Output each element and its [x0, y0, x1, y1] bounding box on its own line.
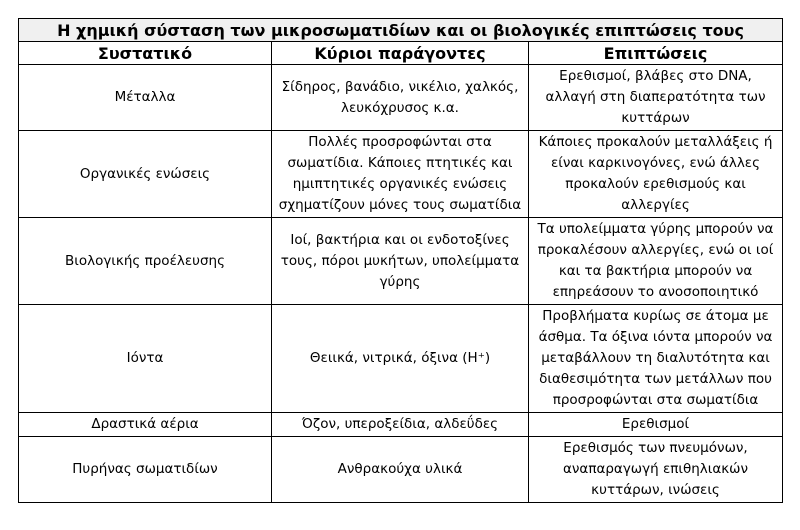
table-row — [19, 305, 783, 413]
cell-factors: Θειικά, νιτρικά, όξινα (H⁺) — [272, 305, 529, 413]
cell-effects: Ερεθισμός των πνευμόνων, αναπαραγωγή επιθηλιακών κυττάρων, ινώσεις — [529, 437, 783, 503]
cell-factors: Όζον, υπεροξείδια, αλδεΰδες — [272, 413, 529, 437]
cell-component: Πυρήνας σωματιδίων — [19, 437, 272, 503]
header-factors: Κύριοι παράγοντες — [272, 42, 529, 65]
header-component: Συστατικό — [19, 42, 272, 65]
composition-table — [18, 18, 783, 503]
cell-component: Δραστικά αέρια — [19, 413, 272, 437]
cell-effects: Προβλήματα κυρίως σε άτομα με άσθμα. Τα όξινα ιόντα μπορούν να μεταβάλλουν τη διαλυτότητα και διαθεσιμότητα των μετάλλων που προσροφώνται στα σωματίδια — [529, 305, 783, 413]
cell-factors: Σίδηρος, βανάδιο, νικέλιο, χαλκός, λευκόχρυσος κ.α. — [272, 65, 529, 131]
header-effects: Επιπτώσεις — [529, 42, 783, 65]
table-row — [19, 437, 783, 503]
table-row — [19, 131, 783, 218]
table-title: Η χημική σύσταση των μικροσωματιδίων και οι βιολογικές επιπτώσεις τους — [19, 19, 783, 42]
table-title-row — [19, 19, 783, 42]
table-row — [19, 413, 783, 437]
cell-factors: Ανθρακούχα υλικά — [272, 437, 529, 503]
cell-effects: Ερεθισμοί, βλάβες στο DNA, αλλαγή στη διαπερατότητα των κυττάρων — [529, 65, 783, 131]
cell-component: Βιολογικής προέλευσης — [19, 218, 272, 305]
cell-component: Ιόντα — [19, 305, 272, 413]
table-row — [19, 218, 783, 305]
cell-component: Οργανικές ενώσεις — [19, 131, 272, 218]
cell-effects: Τα υπολείμματα γύρης μπορούν να προκαλέσουν αλλεργίες, ενώ οι ιοί και τα βακτήρια μπορούν να επηρεάσουν το ανοσοποιητικό — [529, 218, 783, 305]
table-header-row — [19, 42, 783, 65]
cell-factors: Ιοί, βακτήρια και οι ενδοτοξίνες τους, πόροι μυκήτων, υπολείμματα γύρης — [272, 218, 529, 305]
cell-factors: Πολλές προσροφώνται στα σωματίδια. Κάποιες πτητικές και ημιπτητικές οργανικές ενώσεις σχηματίζουν μόνες τους σωματίδια — [272, 131, 529, 218]
cell-component: Μέταλλα — [19, 65, 272, 131]
cell-effects: Κάποιες προκαλούν μεταλλάξεις ή είναι καρκινογόνες, ενώ άλλες προκαλούν ερεθισμούς και αλλεργίες — [529, 131, 783, 218]
table-row — [19, 65, 783, 131]
cell-effects: Ερεθισμοί — [529, 413, 783, 437]
